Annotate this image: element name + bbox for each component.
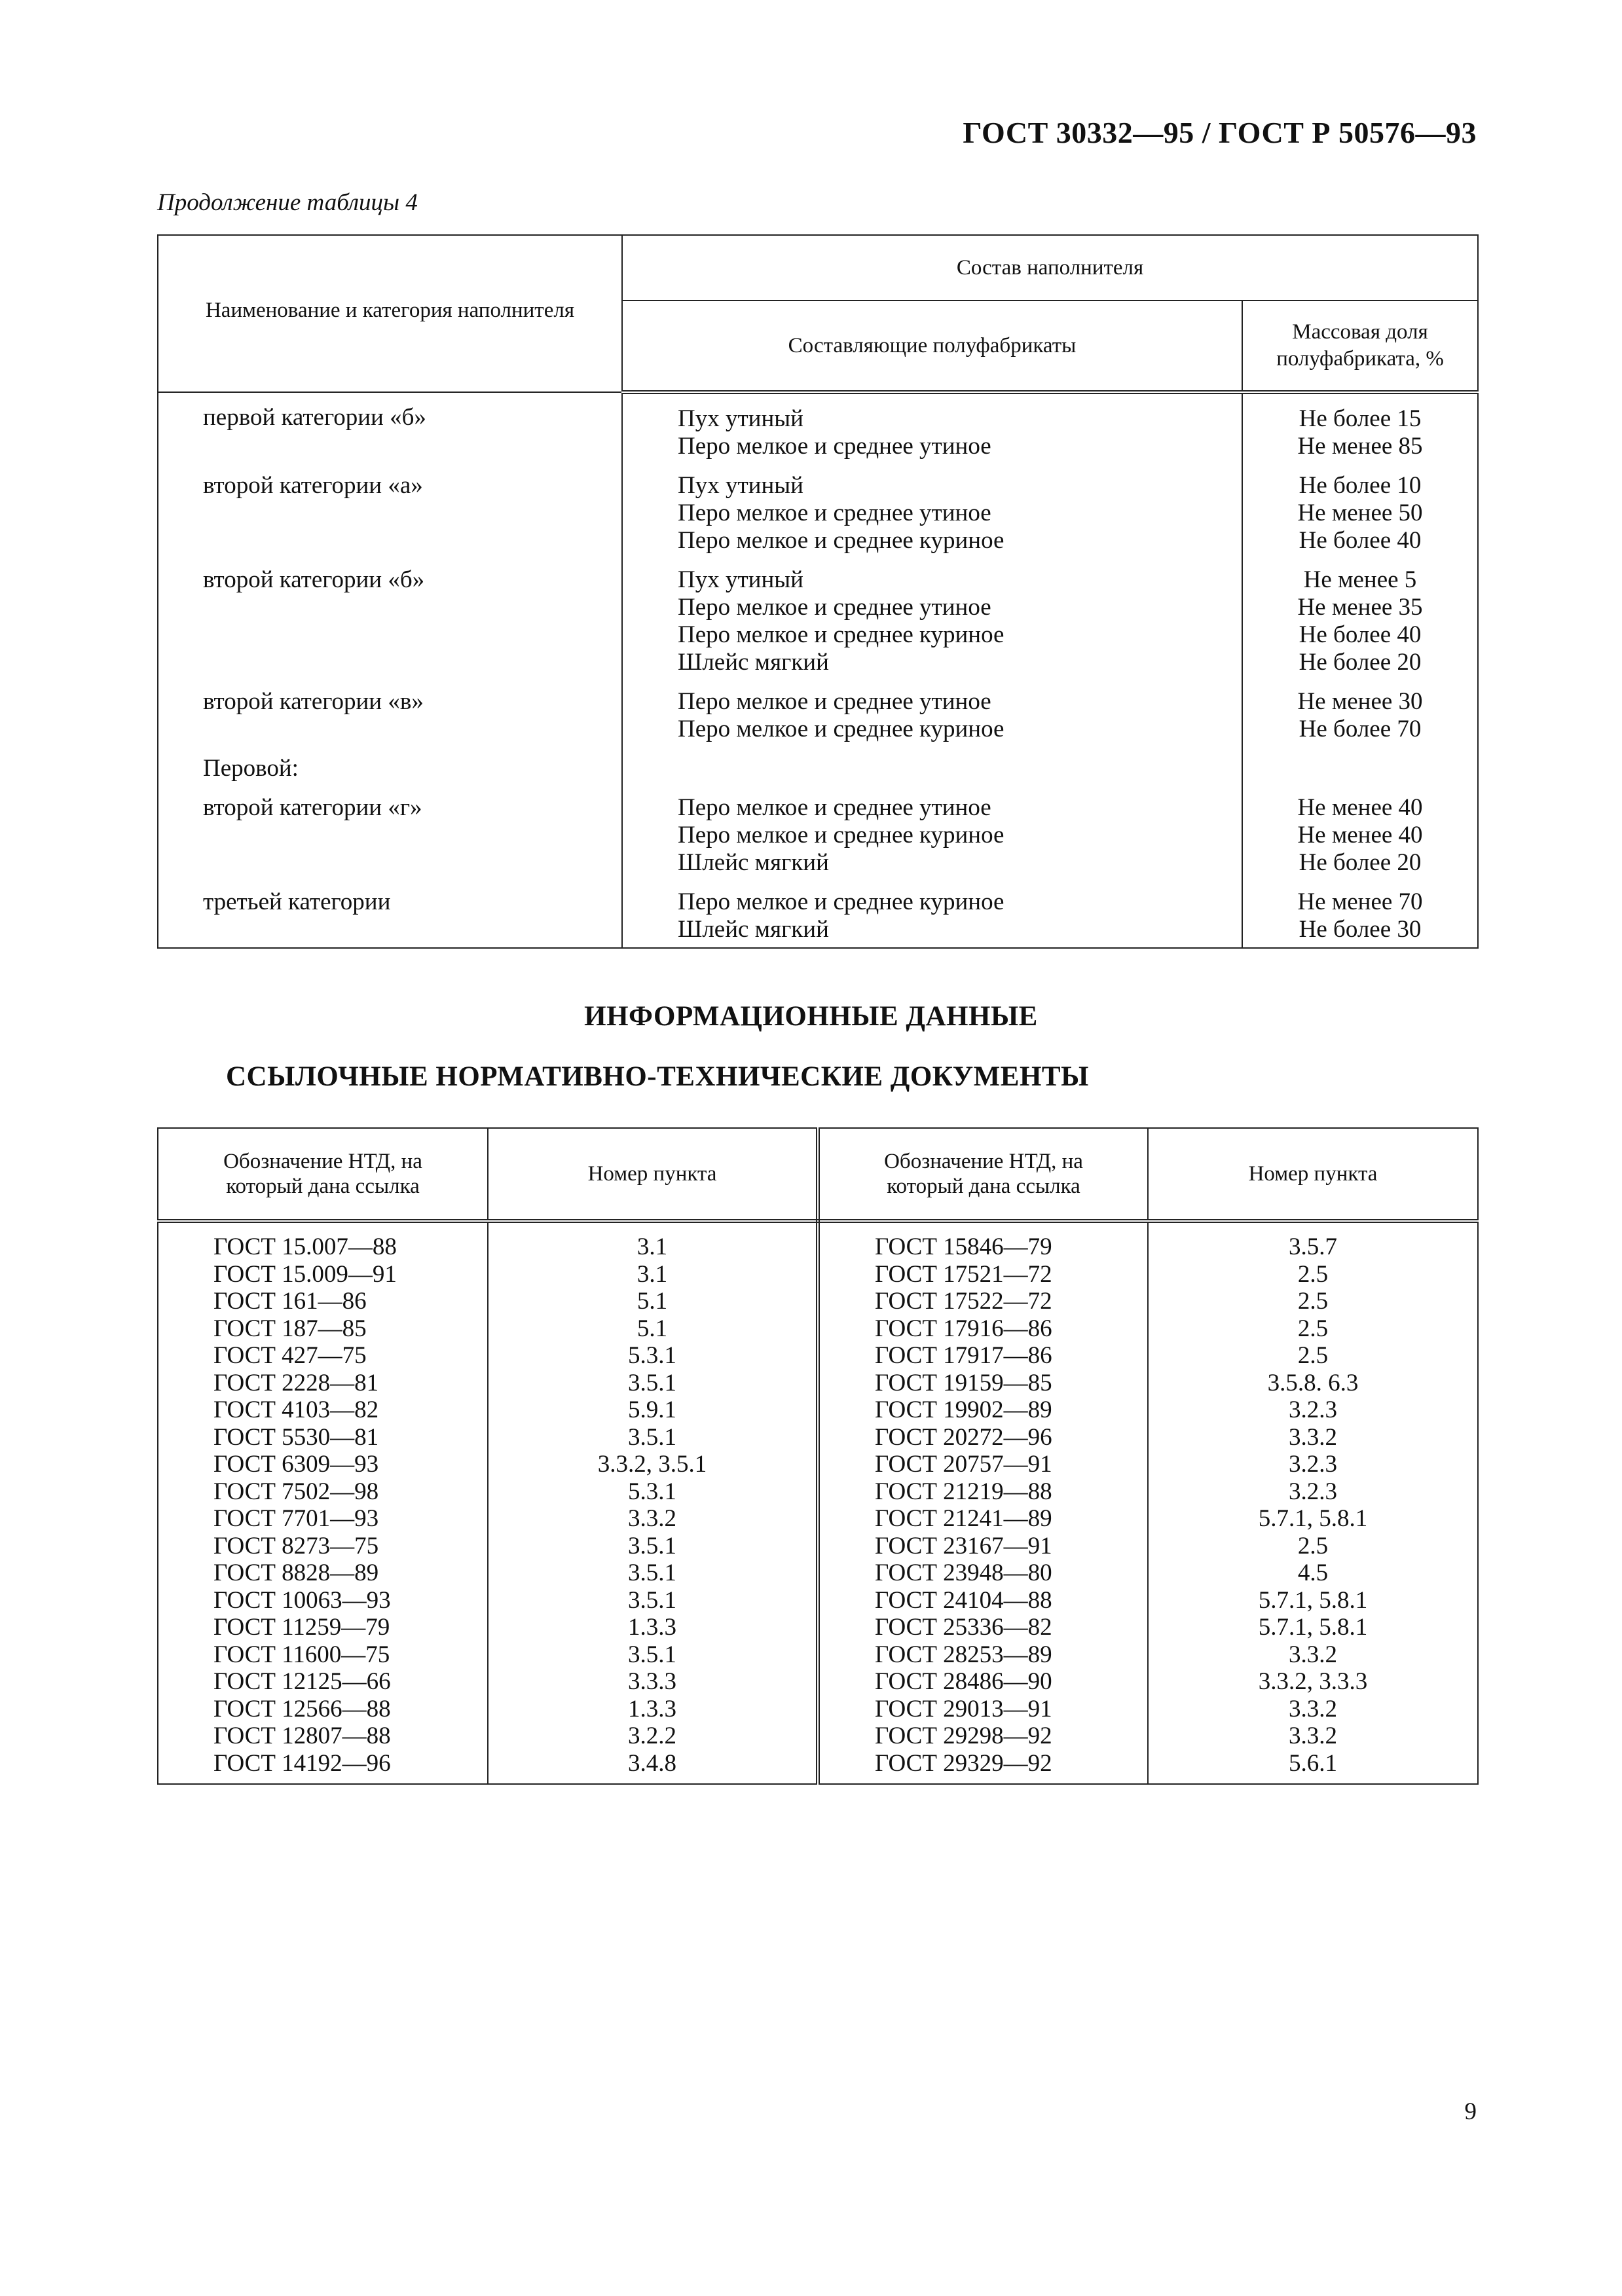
gost-reference: ГОСТ 28253—89: [875, 1641, 1052, 1668]
gost-reference: ГОСТ 28486—90: [875, 1668, 1052, 1695]
gost-reference: ГОСТ 187—85: [213, 1315, 367, 1342]
point-number: 5.3.1: [628, 1342, 676, 1369]
gost-reference: ГОСТ 20757—91: [875, 1451, 1052, 1478]
header-point-number-right: Номер пункта: [1148, 1128, 1478, 1221]
reference-docs-table: [157, 1127, 1479, 1785]
point-number: 5.1: [636, 1315, 668, 1342]
mass-fraction-list: [1242, 461, 1478, 555]
component-list: [622, 392, 1242, 461]
filler-category: второй категории «а»: [158, 461, 622, 555]
gost-reference: ГОСТ 15846—79: [875, 1233, 1052, 1260]
point-number: 5.6.1: [1289, 1749, 1337, 1777]
gost-reference: ГОСТ 8828—89: [213, 1559, 379, 1586]
component-list: [622, 555, 1242, 677]
point-number: 3.3.2, 3.5.1: [597, 1451, 707, 1478]
point-number: 3.2.3: [1289, 1478, 1337, 1505]
gost-reference: ГОСТ 12807—88: [213, 1722, 391, 1749]
component-item: Шлейс мягкий: [678, 849, 829, 876]
point-number: 3.2.3: [1289, 1396, 1337, 1423]
gost-reference: ГОСТ 4103—82: [213, 1396, 379, 1423]
point-number: 3.3.2: [628, 1505, 676, 1532]
component-item: Пух утиный: [678, 472, 803, 499]
filler-category: второй категории «б»: [158, 555, 622, 677]
point-number: 3.2.3: [1289, 1451, 1337, 1478]
point-number: 2.5: [1297, 1342, 1329, 1369]
component-item: Пух утиный: [678, 566, 803, 593]
gost-reference: ГОСТ 19159—85: [875, 1369, 1052, 1396]
component-item: Перо мелкое и среднее утиное: [678, 433, 991, 460]
point-number: 3.5.1: [628, 1532, 676, 1559]
gost-reference: ГОСТ 23167—91: [875, 1532, 1052, 1559]
filler-category: второй категории «в»: [158, 677, 622, 744]
filler-category: третьей категории: [158, 877, 622, 948]
header-components: Составляющие полуфабрикаты: [622, 301, 1242, 392]
gost-reference: ГОСТ 12125—66: [213, 1668, 391, 1695]
component-list: [622, 877, 1242, 948]
gost-reference: ГОСТ 17917—86: [875, 1342, 1052, 1369]
gost-reference: ГОСТ 25336—82: [875, 1614, 1052, 1641]
gost-reference: ГОСТ 15.007—88: [213, 1233, 397, 1260]
component-item: Перо мелкое и среднее куриное: [678, 621, 1005, 648]
header-filler-composition: Состав наполнителя: [622, 235, 1478, 301]
point-number: 3.3.3: [628, 1668, 676, 1695]
point-number: 4.5: [1297, 1559, 1329, 1586]
info-data-title: ИНФОРМАЦИОННЫЕ ДАННЫЕ: [584, 1001, 1038, 1032]
mass-fraction-item: Не более 30: [1299, 916, 1422, 943]
gost-reference: ГОСТ 6309—93: [213, 1451, 379, 1478]
mass-fraction-item: Не более 20: [1299, 649, 1422, 676]
mass-fraction-item: Не менее 70: [1297, 888, 1423, 915]
right-gost-column: [818, 1221, 1148, 1784]
table-row: [158, 783, 1478, 877]
header-ntd-designation-right: Обозначение НТД, на который дана ссылка: [818, 1128, 1148, 1221]
header-filler-name: Наименование и категория наполнителя: [158, 235, 622, 392]
point-number: 3.5.1: [628, 1641, 676, 1668]
point-number: 5.9.1: [628, 1396, 676, 1423]
table-caption: Продолжение таблицы 4: [157, 189, 418, 216]
component-item: Перо мелкое и среднее куриное: [678, 716, 1005, 742]
document-header: ГОСТ 30332—95 / ГОСТ Р 50576—93: [963, 116, 1477, 149]
table-row: [158, 877, 1478, 948]
gost-reference: ГОСТ 17522—72: [875, 1288, 1052, 1315]
component-item: Пух утиный: [678, 405, 803, 432]
point-number: 3.1: [636, 1233, 668, 1260]
point-number: 3.5.7: [1289, 1233, 1337, 1260]
gost-reference: ГОСТ 7502—98: [213, 1478, 379, 1505]
table-row: [158, 392, 1478, 461]
gost-reference: ГОСТ 10063—93: [213, 1586, 391, 1614]
filler-category: второй категории «г»: [158, 783, 622, 877]
reference-docs-title: ССЫЛОЧНЫЕ НОРМАТИВНО-ТЕХНИЧЕСКИЕ ДОКУМЕНТЫ: [226, 1061, 1089, 1092]
point-number: 3.1: [636, 1260, 668, 1288]
mass-fraction-item: Не более 40: [1299, 621, 1422, 648]
point-number: 5.7.1, 5.8.1: [1258, 1505, 1368, 1532]
gost-reference: ГОСТ 2228—81: [213, 1369, 379, 1396]
gost-reference: ГОСТ 5530—81: [213, 1423, 379, 1451]
mass-fraction-list: [1242, 744, 1478, 783]
component-list: [622, 783, 1242, 877]
mass-fraction-list: [1242, 555, 1478, 677]
left-points-column: [488, 1221, 818, 1784]
point-number: 5.3.1: [628, 1478, 676, 1505]
gost-reference: ГОСТ 11600—75: [213, 1641, 390, 1668]
header-mass-fraction: Массовая доля полуфабриката, %: [1242, 301, 1478, 392]
point-number: 2.5: [1297, 1532, 1329, 1559]
table-row: [158, 555, 1478, 677]
point-number: 3.5.1: [628, 1559, 676, 1586]
mass-fraction-item: Не более 20: [1299, 849, 1422, 876]
point-number: 3.5.1: [628, 1423, 676, 1451]
mass-fraction-list: [1242, 877, 1478, 948]
component-list: [622, 744, 1242, 783]
gost-reference: ГОСТ 15.009—91: [213, 1260, 397, 1288]
point-number: 3.3.2: [1289, 1423, 1337, 1451]
page-number: 9: [1464, 2098, 1477, 2125]
mass-fraction-item: Не менее 50: [1297, 500, 1423, 526]
gost-reference: ГОСТ 21241—89: [875, 1505, 1052, 1532]
point-number: 3.5.1: [628, 1586, 676, 1614]
mass-fraction-item: Не менее 5: [1303, 566, 1417, 593]
mass-fraction-item: Не более 40: [1299, 527, 1422, 554]
mass-fraction-item: Не менее 85: [1297, 433, 1423, 460]
component-list: [622, 461, 1242, 555]
point-number: 3.3.2, 3.3.3: [1258, 1668, 1368, 1695]
right-points-column: [1148, 1221, 1478, 1784]
point-number: 5.7.1, 5.8.1: [1258, 1614, 1368, 1641]
component-item: Перо мелкое и среднее куриное: [678, 527, 1005, 554]
point-number: 3.4.8: [628, 1749, 676, 1777]
mass-fraction-item: Не менее 40: [1297, 794, 1423, 821]
point-number: 2.5: [1297, 1315, 1329, 1342]
mass-fraction-item: Не более 70: [1299, 716, 1422, 742]
component-item: Перо мелкое и среднее утиное: [678, 500, 991, 526]
component-list: [622, 677, 1242, 744]
mass-fraction-item: Не более 10: [1299, 472, 1422, 499]
gost-reference: ГОСТ 8273—75: [213, 1532, 379, 1559]
mass-fraction-list: [1242, 783, 1478, 877]
point-number: 1.3.3: [628, 1614, 676, 1641]
gost-reference: ГОСТ 29329—92: [875, 1749, 1052, 1777]
gost-reference: ГОСТ 29013—91: [875, 1695, 1052, 1722]
gost-reference: ГОСТ 19902—89: [875, 1396, 1052, 1423]
point-number: 3.3.2: [1289, 1695, 1337, 1722]
component-item: Шлейс мягкий: [678, 916, 829, 943]
mass-fraction-item: Не менее 35: [1297, 594, 1423, 621]
filler-category: Перовой:: [158, 744, 622, 783]
mass-fraction-item: Не менее 40: [1297, 822, 1423, 848]
left-gost-column: [158, 1221, 488, 1784]
component-item: Перо мелкое и среднее куриное: [678, 822, 1005, 848]
header-point-number-left: Номер пункта: [488, 1128, 818, 1221]
gost-reference: ГОСТ 427—75: [213, 1342, 367, 1369]
table-row: [158, 677, 1478, 744]
point-number: 5.1: [636, 1288, 668, 1315]
table-row: [158, 461, 1478, 555]
gost-reference: ГОСТ 23948—80: [875, 1559, 1052, 1586]
gost-reference: ГОСТ 161—86: [213, 1288, 367, 1315]
gost-reference: ГОСТ 20272—96: [875, 1423, 1052, 1451]
gost-reference: ГОСТ 29298—92: [875, 1722, 1052, 1749]
gost-reference: ГОСТ 7701—93: [213, 1505, 379, 1532]
filler-composition-table: [157, 234, 1479, 949]
gost-reference: ГОСТ 14192—96: [213, 1749, 391, 1777]
point-number: 1.3.3: [628, 1695, 676, 1722]
component-item: Перо мелкое и среднее куриное: [678, 888, 1005, 915]
component-item: Перо мелкое и среднее утиное: [678, 594, 991, 621]
filler-category: первой категории «б»: [158, 392, 622, 461]
gost-reference: ГОСТ 12566—88: [213, 1695, 391, 1722]
point-number: 3.5.8. 6.3: [1267, 1369, 1359, 1396]
point-number: 5.7.1, 5.8.1: [1258, 1586, 1368, 1614]
point-number: 3.3.2: [1289, 1722, 1337, 1749]
gost-reference: ГОСТ 17521—72: [875, 1260, 1052, 1288]
mass-fraction-list: [1242, 392, 1478, 461]
component-item: Перо мелкое и среднее утиное: [678, 794, 991, 821]
mass-fraction-list: [1242, 677, 1478, 744]
point-number: 3.2.2: [628, 1722, 676, 1749]
mass-fraction-item: Не более 15: [1299, 405, 1422, 432]
gost-reference: ГОСТ 17916—86: [875, 1315, 1052, 1342]
header-ntd-designation-left: Обозначение НТД, на который дана ссылка: [158, 1128, 488, 1221]
table-row: [158, 744, 1478, 783]
point-number: 2.5: [1297, 1288, 1329, 1315]
point-number: 2.5: [1297, 1260, 1329, 1288]
component-item: Перо мелкое и среднее утиное: [678, 688, 991, 715]
gost-reference: ГОСТ 24104—88: [875, 1586, 1052, 1614]
component-item: Шлейс мягкий: [678, 649, 829, 676]
gost-reference: ГОСТ 21219—88: [875, 1478, 1052, 1505]
point-number: 3.3.2: [1289, 1641, 1337, 1668]
mass-fraction-item: Не менее 30: [1297, 688, 1423, 715]
gost-reference: ГОСТ 11259—79: [213, 1614, 390, 1641]
point-number: 3.5.1: [628, 1369, 676, 1396]
